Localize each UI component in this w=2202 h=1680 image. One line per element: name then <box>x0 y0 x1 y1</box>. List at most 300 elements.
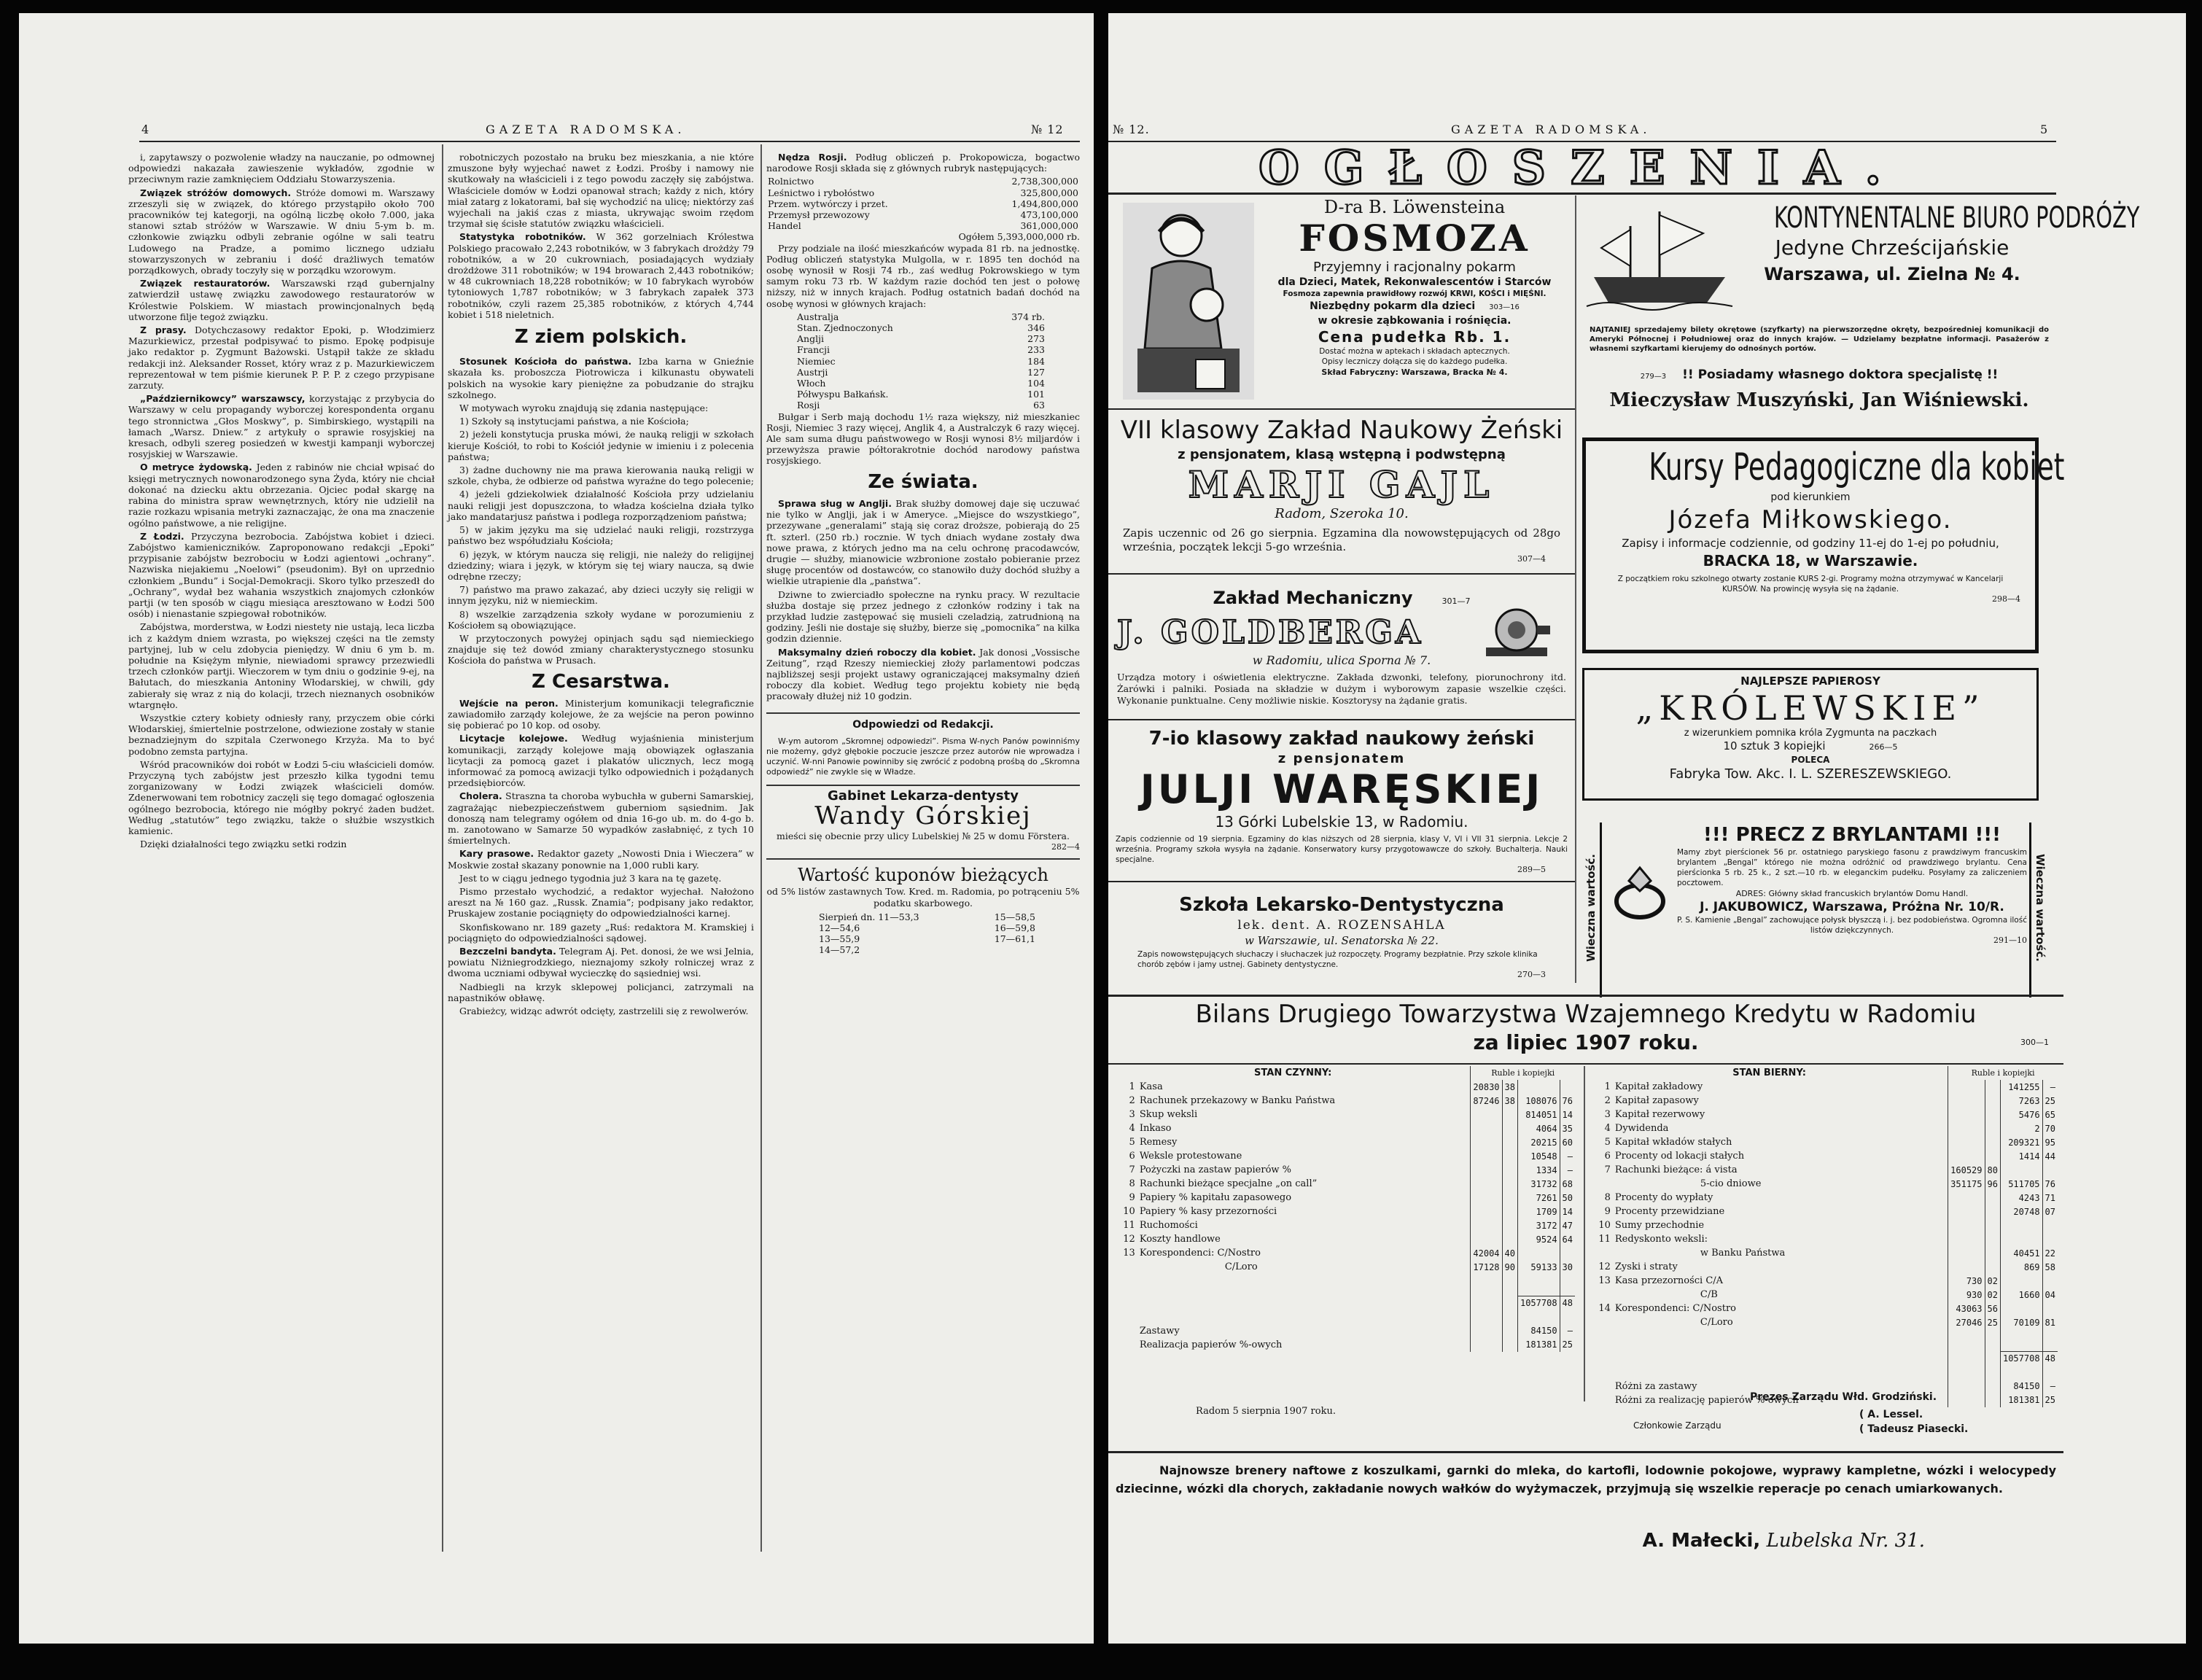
total-value: 1057708 <box>1517 1296 1560 1310</box>
row-value: 730 <box>1948 1274 1985 1288</box>
row-value <box>1471 1205 1502 1218</box>
row-value <box>1985 1080 2000 1094</box>
table-cell: Włoch <box>797 378 826 389</box>
bilans-assets-table <box>1116 1066 1575 1352</box>
row-value: 40 <box>1502 1246 1517 1260</box>
header-rule <box>139 141 1080 142</box>
row-value: 44 <box>2042 1149 2058 1163</box>
section-title-z-ziem-polskich: Z ziem polskich. <box>514 326 688 349</box>
row-value <box>1948 1232 1985 1246</box>
ad-wareska-address: 13 Górki Lubelskie 13, w Radomiu. <box>1215 813 1468 831</box>
row-value: 4243 <box>2000 1191 2042 1205</box>
row-value: 76 <box>2042 1177 2058 1191</box>
total-value: 1057708 <box>2000 1351 2042 1366</box>
row-value <box>1560 1080 1575 1094</box>
table-cell: Australja <box>797 311 839 322</box>
ad-dentist-title: Gabinet Lekarza-dentysty <box>828 788 1019 804</box>
bilans-top-rule <box>1108 1063 2063 1065</box>
row-value: 87246 <box>1471 1094 1502 1108</box>
row-value <box>1471 1149 1502 1163</box>
bilans-row <box>1591 1288 2058 1302</box>
wealth-table <box>766 176 1080 231</box>
ad-brylanty-side-right: Wieczna wartość. <box>2029 822 2049 998</box>
editorial-title: Odpowiedzi od Redakcji. <box>852 718 994 731</box>
row-value: 3172 <box>1517 1218 1560 1232</box>
bilans-assets <box>1116 1066 1575 1352</box>
row-number: 12 <box>1598 1261 1611 1272</box>
row-value <box>1502 1135 1517 1149</box>
row-value: 35 <box>1560 1121 1575 1135</box>
ad-malecki-signature: A. Małecki, Lubelska Nr. 31. <box>1642 1530 1925 1552</box>
ad-fosmoza-line6: Niezbędny pokarm dla dzieci 303—16 <box>1310 300 1520 312</box>
row-number: 8 <box>1129 1178 1135 1189</box>
ad-biuro-names: Mieczysław Muszyński, Jan Wiśniewski. <box>1609 389 2029 411</box>
article-column-1 <box>128 152 435 1552</box>
ad-szkola-text: Zapis nowowstępujących słuchaczy i słuchaczek już rozpoczęty. Programy bezpłatnie. Przy szkole klinika chorób zębów i jamy ustnej. Gabinety dentystyczne. <box>1137 950 1538 969</box>
right-page <box>1108 13 2186 1644</box>
article-text: Jest to w ciągu jednego tygodnia już 3 kara na tę gazetę. <box>459 872 722 884</box>
article-text: 7) państwo ma prawo zakazać, aby dzieci uczyły się religji w innym języku, niż w niemieckim. <box>448 584 754 607</box>
table-cell: 233 <box>1027 344 1045 356</box>
row-value: 1709 <box>1517 1205 1560 1218</box>
ad-krolewskie-line4: 10 sztuk 3 kopiejki 266—5 <box>1723 739 1898 752</box>
row-value <box>1502 1218 1517 1232</box>
bilans-row <box>1116 1218 1575 1232</box>
row-value: 511705 <box>2000 1177 2042 1191</box>
row-number: 10 <box>1598 1220 1611 1231</box>
article-paragraph <box>128 759 435 836</box>
article-text: 8) wszelkie zarządzenia szkoły wydane w porozumieniu z Kościołem są obowiązujące. <box>448 608 754 631</box>
article-head: Maksymalny dzień roboczy dla kobiet. <box>778 646 976 658</box>
ad-code: 282—4 <box>1051 842 1080 852</box>
table-cell: Anglji <box>797 333 824 345</box>
article-head: Licytacje kolejowe. <box>459 733 568 744</box>
row-number: 5 <box>1604 1137 1611 1148</box>
article-paragraph <box>128 712 435 757</box>
article-text: Wśród pracowników doi robót w Łodzi 5-ciu właścicieli domów. Przyczyną tych zabójstw jest przeszło kilka tygodni temu zorganizowany w Łodzi związek właścicieli domów. Zdenerwowani tem robotnicy zaczęli się tego domagać ogłoszenia ogólnego bezrobocia, którego nie mógłby pokryć żaden budżet. Według „statutów” tego związku, także o służbie wszystkich kamienic. <box>128 758 435 836</box>
table-cell: 127 <box>1027 366 1045 378</box>
row-label: Procenty przewidziane <box>1614 1206 1725 1217</box>
article-text: W przytoczonych powyżej opinjach sądu sąd niemieckiego znajduje się też dowód zmiany charakterystycznego stosunku Kościoła do państwa w Prusach. <box>448 632 754 666</box>
row-value: 81 <box>2042 1315 2058 1329</box>
table-cell: 2,738,300,000 <box>1011 176 1078 187</box>
table-cell: Półwyspu Bałkańsk. <box>797 389 889 400</box>
row-number <box>1591 1177 1613 1191</box>
ad-biuro-title: KONTYNENTALNE BIURO PODRÓŻY <box>1774 201 2140 235</box>
article-text: Według wyjaśnienia ministerjum komunikacji, zarządy kolejowe mają obowiązek ogłaszania licytacji za pomocą gazet i plakatów ulicznych, lecz mogą informować za pomocą awizacji tylko odpowiednich i pożądanych przedsiębiorców. <box>448 733 754 789</box>
article-paragraph <box>448 609 754 631</box>
bilans-row <box>1591 1177 2058 1191</box>
row-value <box>1948 1149 1985 1163</box>
row-number: 8 <box>1604 1192 1611 1203</box>
bilans-row <box>1591 1302 2058 1315</box>
row-value <box>1502 1205 1517 1218</box>
article-text: 2) jeżeli konstytucja pruska mówi, że nauką religji w szkołach kieruje Kościół, to robi to Kościół jedynie w imieniu i z polecenia państwa; <box>448 429 754 462</box>
article-text: Straszna ta choroba wybuchła w guberni Samarskiej, zagrażając niebezpieczeństwem guberniom sąsiednim. Jak donoszą nam telegramy ogółem od dnia 16-go ub. m. do 4-go b. m. zanotowano w Samarze 50 wypadków zasłabnięć, z tych 10 śmiertelnych. <box>448 790 754 847</box>
row-value: 47 <box>1560 1218 1575 1232</box>
row-value: 209321 <box>2000 1135 2042 1149</box>
row-label: Kasa przezorności C/A <box>1614 1275 1724 1286</box>
row-label: Papiery % kasy przezorności <box>1139 1206 1277 1217</box>
bilans-total-row <box>1116 1296 1575 1310</box>
page-number: 4 <box>141 122 154 136</box>
row-value: 42004 <box>1471 1246 1502 1260</box>
bilans-row <box>1591 1163 2058 1177</box>
row-value <box>2000 1302 2042 1315</box>
ad-goldberg-text: Urządza motory i oświetlenia elektryczne. Zakłada dzwonki, telefony, piorunochrony itd. Żarówki i palniki. Posiada na składzie w dużym i wyborowym zapasie wszelkie części. Wykonanie punktualne. Ceny możliwie niskie. Kosztorysy na żądanie gratis. <box>1117 672 1566 706</box>
row-value: 1414 <box>2000 1149 2042 1163</box>
ad-brylanty-side-left: Wieczna wartość. <box>1582 822 1602 998</box>
ad-fosmoza-line5: Fosmoza zapewnia prawidłowy rozwój KRWI, KOŚCI i MIĘŚNI. <box>1283 289 1547 298</box>
ad-goldberg-title: Zakład Mechaniczny 301—7 <box>1213 588 1471 608</box>
ad-gajl-text: Zapis uczennic od 26 go sierpnia. Egzamina dla nowowstępujących od 28go września, początek lekcji 5-go września. <box>1123 526 1560 553</box>
row-value: 10548 <box>1517 1149 1560 1163</box>
row-value: 96 <box>1985 1177 2000 1191</box>
article-text: Wszystkie cztery kobiety odniesły rany, przyczem obie córki Włodarskiej, śmiertelnie postrzelone, odwiezione zostały w stanie beznadziejnym do szpitala Czerwonego Krzyża. Ma to być podobno zemsta partyjna. <box>128 712 435 757</box>
table-row <box>795 367 1046 378</box>
section-title-z-cesarstwa: Z Cesarstwa. <box>532 670 670 693</box>
row-value <box>2042 1218 2058 1232</box>
row-value: 181381 <box>2000 1393 2042 1407</box>
article-column-2 <box>448 152 754 1552</box>
article-paragraph <box>128 531 435 620</box>
bilans-row <box>1116 1177 1575 1191</box>
row-value: 38 <box>1502 1094 1517 1108</box>
table-row <box>795 344 1046 355</box>
row-label: C/Loro <box>1700 1317 1733 1328</box>
ad-code: 291—10 <box>1993 936 2027 945</box>
bilans-row <box>1116 1232 1575 1246</box>
row-value <box>1985 1135 2000 1149</box>
article-paragraph <box>448 981 754 1003</box>
article-head: Sprawa sług w Anglji. <box>778 497 892 509</box>
article-text: 5) w jakim języku ma się udzielać nauki religji, rozstrzyga państwo bez współudziału Kościoła; <box>448 524 754 547</box>
article-text: Telegram Aj. Pet. donosi, że we wsi Jelnia, powiatu Niżniegrodzkiego, nieznajomy szkoły rolniczej wraz z dwoma uczniami odbywał wycieczkę do sąsiedniej wsi. <box>448 946 755 979</box>
ad-goldberg-name: J. GOLDBERGA <box>1117 614 1424 651</box>
ad-rule <box>1108 1451 2063 1453</box>
article-paragraph <box>766 647 1080 702</box>
bilans-side-header: STAN CZYNNY: <box>1254 1068 1332 1078</box>
row-label: Inkaso <box>1139 1123 1172 1134</box>
ad-rule <box>1108 719 1575 720</box>
table-row <box>795 356 1046 367</box>
ad-wareska-line2: z pensjonatem <box>1277 751 1406 766</box>
row-value: 17128 <box>1471 1260 1502 1274</box>
ad-fosmoza-line10: Opisy leczniczy dołącza się do każdego pudełka. <box>1321 357 1508 366</box>
ad-kursy-line2: pod kierunkiem <box>1770 491 1851 503</box>
row-value <box>1985 1191 2000 1205</box>
article-text: Ministerjum komunikacji telegraficznie zawiadomiło zarządy kolejowe, że za wejście na peron powinno się pobierać po 10 kop. od osoby. <box>448 697 754 731</box>
article-text: 1) Szkoły są instytucjami państwa, a nie Kościoła; <box>459 416 689 427</box>
table-cell: 1,494,800,000 <box>1011 198 1078 209</box>
article-head: Z prasy. <box>140 324 187 336</box>
bilans-row <box>1591 1149 2058 1163</box>
row-number <box>1116 1260 1137 1274</box>
bilans-total-row <box>1591 1351 2058 1366</box>
bilans-row <box>1591 1232 2058 1246</box>
bilans-divider <box>1584 1066 1585 1401</box>
row-value <box>1471 1218 1502 1232</box>
row-label: Weksle protestowane <box>1139 1151 1242 1162</box>
article-paragraph <box>448 489 754 522</box>
row-value: 4064 <box>1517 1121 1560 1135</box>
bilans-row <box>1591 1121 2058 1135</box>
row-value: 90 <box>1502 1260 1517 1274</box>
row-number: 2 <box>1129 1095 1135 1106</box>
table-row <box>766 209 1080 220</box>
article-text: Skonfiskowano nr. 189 gazety „Ruś: redaktora M. Kramskiej i pociągnięto do odpowiedzialności sądowej. <box>448 921 754 944</box>
masthead: GAZETA RADOMSKA. <box>486 122 686 136</box>
row-value: 31732 <box>1517 1177 1560 1191</box>
ad-kursy-title: Kursy Pedagogiczne dla kobiet <box>1649 446 2065 489</box>
table-row <box>766 176 1080 187</box>
ad-biuro-line5: 279—3 !! Posiadamy własnego doktora specjalistę !! <box>1640 368 1999 382</box>
ad-rule <box>1108 408 1575 410</box>
row-value <box>1517 1080 1560 1094</box>
article-paragraph <box>448 356 754 400</box>
row-value <box>2042 1232 2058 1246</box>
wealth-total: Ogółem 5,393,000,000 rb. <box>958 231 1080 243</box>
article-paragraph <box>448 873 754 884</box>
ad-kursy-pedagogiczne <box>1582 438 2065 653</box>
column-divider <box>442 144 443 1552</box>
row-value <box>1948 1191 1985 1205</box>
row-number: 4 <box>1129 1123 1135 1134</box>
row-number: 6 <box>1604 1151 1611 1162</box>
ad-fosmoza <box>1116 197 1568 407</box>
article-text: Grabieżcy, widząc adwrót odcięty, zastrzelili się z rewolwerów. <box>459 1006 749 1017</box>
bilans-row <box>1591 1315 2058 1329</box>
row-value: 20215 <box>1517 1135 1560 1149</box>
total-kopecks: 48 <box>2042 1351 2058 1366</box>
article-paragraph <box>448 231 754 320</box>
row-value: 869 <box>2000 1260 2042 1274</box>
row-value <box>1985 1246 2000 1260</box>
ad-brylanty-addr-label: ADRES: Główny skład francuskich brylantów Domu Handl. <box>1735 889 1969 898</box>
bilans-row <box>1591 1080 2058 1094</box>
article-text: W motywach wyroku znajdują się zdania następujące: <box>459 402 709 414</box>
row-value <box>2000 1274 2042 1288</box>
row-value: 141255 <box>2000 1080 2042 1094</box>
row-value: 14 <box>1560 1108 1575 1121</box>
ad-fosmoza-line3: Przyjemny i racjonalny pokarm <box>1313 260 1516 275</box>
article-head: Z Łodzi. <box>140 530 184 542</box>
issue-number: № 12. <box>1113 122 1150 136</box>
row-value <box>2042 1274 2058 1288</box>
row-value: 25 <box>2042 1393 2058 1407</box>
left-page <box>19 13 1094 1644</box>
row-value <box>2042 1302 2058 1315</box>
article-head: O metryce żydowską. <box>140 462 252 473</box>
row-value: 70109 <box>2000 1315 2042 1329</box>
article-paragraph <box>448 946 754 979</box>
row-value: 64 <box>1560 1232 1575 1246</box>
country-income-table <box>795 311 1046 411</box>
ad-goldberg <box>1108 579 1575 718</box>
row-value <box>1502 1177 1517 1191</box>
row-value: 02 <box>1985 1288 2000 1302</box>
row-number: 2 <box>1604 1095 1611 1106</box>
sailing-ship-icon <box>1587 204 1732 314</box>
ad-goldberg-address: w Radomiu, ulica Sporna № 7. <box>1252 653 1431 667</box>
table-cell: 16—59,8 <box>994 922 1035 933</box>
ad-brylanty-address: J. JAKUBOWICZ, Warszawa, Próżna Nr. 10/R. <box>1700 900 2004 914</box>
ad-biuro-line2: Jedyne Chrześcijańskie <box>1775 236 2010 260</box>
table-row <box>766 198 1080 209</box>
article-text: Przy podziale na ilość mieszkańców wypada 81 rb. na jednostkę. Podług obliczeń statystyka Mulgolla, w r. 1895 ten dochód na osobę wynosił w Rosji 74 rb., zaś według Pokrowskiego w tym samym roku 73 rb. W każdym razie dochód ten jest o połowę niższy, niż w innych krajach. Podług ostatnich badań dochód na osobę wynosi w głównych krajach: <box>766 242 1080 309</box>
article-head: Związek restauratorów. <box>140 278 271 289</box>
row-value <box>1948 1260 1985 1274</box>
article-text: Stróże domowi m. Warszawy zrzeszyli się w związek, do którego przystąpiło około 700 pracowników tej kategorji, na ogólną liczbę około 7.000, jaka stanowi sztab stróżów w Warszawie. W dniu 5-ym b. m. członkowie związku odbyli zebranie ogólne w sali teatru Ludowego na Pradze, a pomimo licznego udziału stowarzyszonych w zebraniu i dość drażliwych tematów porządkowych, obrady toczyły się w porządku wzorowym. <box>128 187 435 276</box>
ad-brylanty-small: P. S. Kamienie „Bengal” zachowujące połysk błyszczą i. j. bez podobieństwa. Ogromna ilość listów dziękczynnych. <box>1677 916 2027 935</box>
article-paragraph <box>448 1006 754 1016</box>
bilans-liabilities <box>1591 1066 2058 1407</box>
row-value <box>1985 1108 2000 1121</box>
bilans-row <box>1116 1163 1575 1177</box>
mother-child-illustration-icon <box>1123 203 1254 400</box>
row-value: 20830 <box>1471 1080 1502 1094</box>
row-value: 95 <box>2042 1135 2058 1149</box>
masthead: GAZETA RADOMSKA. <box>1451 122 1652 136</box>
bilans-row <box>1591 1274 2058 1288</box>
bilans-row <box>1116 1094 1575 1108</box>
ad-rule <box>1108 573 1575 575</box>
diamond-ring-icon <box>1607 859 1673 925</box>
ad-fosmoza-line4: dla Dzieci, Matek, Rekonwalescentów i Starców <box>1277 276 1552 288</box>
bilans-row <box>1116 1149 1575 1163</box>
row-value: — <box>1560 1149 1575 1163</box>
article-paragraph <box>448 402 754 413</box>
row-label: Kapitał rezerwowy <box>1614 1109 1705 1120</box>
bilans-members-label: Członkowie Zarządu <box>1633 1420 1721 1431</box>
row-value: 22 <box>2042 1246 2058 1260</box>
ad-kursy-name: Józefa Miłkowskiego. <box>1668 505 1953 534</box>
ad-szkola-dentystyczna <box>1108 885 1575 992</box>
article-text: korzystając z przybycia do Warszawy w celu propagandy wyborczej korespondenta organu tego stronnictwa „Głos Moskwy”, p. Simbirskiego, wystąpili na łamach „Warsz. Dniew.” z artykuły o sprawie rosyjskiej na kresach, odbyli szereg posiedzeń w kwestji kampanji wyborczej rosyjskiej w Warszawie. <box>128 393 435 460</box>
row-number: 9 <box>1129 1192 1135 1203</box>
article-paragraph <box>128 278 435 322</box>
table-cell: Stan. Zjednoczonych <box>797 322 893 334</box>
row-value <box>1985 1149 2000 1163</box>
article-paragraph <box>766 589 1080 645</box>
article-head: Bezczelni bandyta. <box>459 946 556 957</box>
row-label: Dywidenda <box>1614 1123 1669 1134</box>
article-text: i, zapytawszy o pozwolenie władzy na nauczanie, po odmownej odpowiedzi nakazała zawieszenie wykładów, zgodnie w przeciwnym razie zamknięciem Oddziału Stowarzyszenia. <box>128 152 435 185</box>
table-row <box>795 333 1046 344</box>
row-value: 43063 <box>1948 1302 1985 1315</box>
row-value: 814051 <box>1517 1108 1560 1121</box>
ads-banner <box>1152 143 2012 194</box>
article-column-3 <box>766 152 1080 1552</box>
table-cell: 15—58,5 <box>994 911 1035 922</box>
electric-motor-icon <box>1480 604 1553 662</box>
total-kopecks: 48 <box>1560 1296 1575 1310</box>
article-text: Podług obliczeń p. Prokopowicza, bogactwo narodowe Rosji składa się z głównych rubryk następujących: <box>766 152 1080 174</box>
ad-brylanty-title: !!! PRECZ Z BRYLANTAMI !!! <box>1703 824 2001 846</box>
table-cell: 184 <box>1027 355 1045 367</box>
row-value: 25 <box>1985 1315 2000 1329</box>
row-value <box>2000 1163 2042 1177</box>
row-number: 9 <box>1604 1206 1611 1217</box>
row-value: 04 <box>2042 1288 2058 1302</box>
ad-gajl-line1: VII klasowy Zakład Naukowy Żeński <box>1120 416 1563 445</box>
article-paragraph <box>766 498 1080 587</box>
bilans-row <box>1116 1246 1575 1260</box>
bilans-member-2: ( Tadeusz Piasecki. <box>1859 1423 1969 1435</box>
article-head: Nędza Rosji. <box>778 152 847 163</box>
row-value <box>1502 1108 1517 1121</box>
row-label: Realizacja papierów %-owych <box>1139 1339 1283 1350</box>
bilans-column-header: Ruble i kopiejki <box>1948 1066 2058 1080</box>
row-value: — <box>2042 1080 2058 1094</box>
row-number: 3 <box>1129 1109 1135 1120</box>
row-value <box>1948 1218 1985 1232</box>
ad-dentist-address: mieści się obecnie przy ulicy Lubelskiej № 25 w domu Förstera. <box>777 830 1070 841</box>
article-text: Jak donosi „Vossische Zeitung”, rząd Rzeszy niemieckiej złoży parlamentowi podczas najbliższej sesji projekt ustawy ograniczającej maksymalny dzień roboczy dla kobiet. Według tego projektu kobiety nie będą pracowały dłużej niż 10 godzin. <box>766 646 1080 702</box>
row-label: Zastawy <box>1139 1325 1180 1337</box>
article-text: robotniczych pozostało na bruku bez mieszkania, a nie które zmuszone były wyjechać nawet z Łodzi. Prośby i namowy nie skutkowały na właścicieli i z tego powodu zaczęły się zabójstwa. Właściciele domów w Łodzi opanował strach; każdy z nich, który miał zatarg z lokatorami, bał się wychodzić na ulicę; niektórzy zaś wyjechali na jakiś czas z miasta, ukrywając swoim rzędom trzymał się ścisłe statutów związku właścicieli. <box>448 152 754 230</box>
row-value <box>1502 1232 1517 1246</box>
table-cell: 473,100,000 <box>1020 209 1078 221</box>
table-cell: 273 <box>1027 333 1045 345</box>
article-paragraph <box>128 462 435 528</box>
bilans-row <box>1591 1094 2058 1108</box>
article-paragraph <box>448 524 754 546</box>
row-label: Różni za realizację papierów %-owych <box>1614 1394 1799 1406</box>
bilans-row <box>1116 1205 1575 1218</box>
table-row <box>817 911 1037 922</box>
bilans-column-header: Ruble i kopiejki <box>1471 1066 1575 1080</box>
article-text: Dotychczasowy redaktor Epoki, p. Włodzimierz Mazurkiewicz, przestał podpisywać to pismo. Epokę podpisuje jako redaktor p. Zygmunt Bażowski. Ustąpił także ze składu redakcji inż. Aleksander Rosset, który wraz z p. Mazurkiewiczem reprezentował w tem piśmie kierunek P. P. P. z czego przypisane zarzuty. <box>128 324 435 392</box>
article-paragraph <box>448 549 754 583</box>
bilans-row <box>1591 1135 2058 1149</box>
row-value <box>1948 1135 1985 1149</box>
table-cell: 361,000,000 <box>1020 220 1078 232</box>
bilans-row <box>1591 1191 2058 1205</box>
article-head: Statystyka robotników. <box>459 231 586 243</box>
row-value: 351175 <box>1948 1177 1985 1191</box>
row-value: — <box>1560 1324 1575 1338</box>
article-text: 3) żadne duchowny nie ma prawa kierowania nauką religji w szkole, chyba, że odbierze od państwa wyraźne do tego polecenie; <box>448 464 754 487</box>
article-paragraph <box>448 886 754 919</box>
ad-fosmoza-line1: D-ra B. Löwensteina <box>1323 197 1506 217</box>
row-value: 68 <box>1560 1177 1575 1191</box>
ad-wareska-school <box>1108 726 1575 885</box>
table-cell: Leśnictwo i rybołóstwo <box>768 187 875 198</box>
bilans-row <box>1116 1191 1575 1205</box>
article-paragraph <box>128 621 435 710</box>
row-number: 1 <box>1129 1081 1135 1092</box>
ad-code: 298—4 <box>1992 594 2020 604</box>
bilans-extra-row <box>1116 1338 1575 1352</box>
ad-krolewskie-top: NAJLEPSZE PAPIEROSY <box>1740 674 1880 688</box>
row-number <box>1591 1315 1613 1329</box>
table-cell: 325,800,000 <box>1020 187 1078 198</box>
row-value: — <box>1560 1163 1575 1177</box>
row-value <box>1502 1191 1517 1205</box>
bilans-row <box>1591 1218 2058 1232</box>
article-head: Stosunek Kościoła do państwa. <box>459 356 632 368</box>
bilans-member-1: ( A. Lessel. <box>1859 1409 1923 1420</box>
bilans-row <box>1116 1135 1575 1149</box>
ad-wareska-name: JULJI WARĘSKIEJ <box>1140 766 1544 812</box>
ad-gajl-school <box>1108 414 1575 582</box>
row-value: 56 <box>1985 1302 2000 1315</box>
ad-szkola-address: w Warszawie, ul. Senatorska № 22. <box>1245 934 1439 947</box>
ad-gajl-name: MARJI GAJL <box>1188 463 1495 506</box>
row-number: 11 <box>1598 1234 1611 1245</box>
row-label: Procenty od lokacji stałych <box>1614 1151 1745 1162</box>
